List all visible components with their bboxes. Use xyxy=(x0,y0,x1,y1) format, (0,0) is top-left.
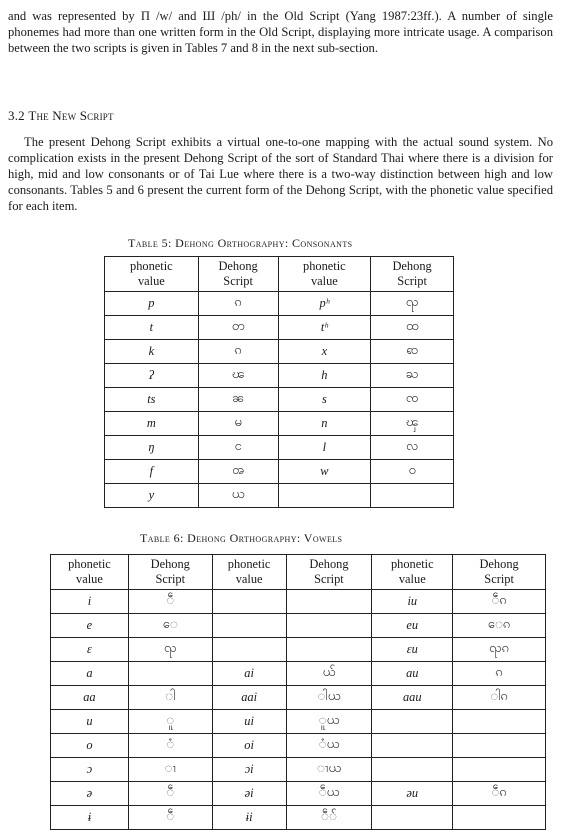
dehong-script-cell xyxy=(286,614,372,638)
phonetic-value-cell: pʰ xyxy=(278,292,371,316)
phonetic-value-cell: ə xyxy=(51,782,129,806)
dehong-script-cell xyxy=(286,638,372,662)
dehong-script-cell: ၻ xyxy=(198,460,278,484)
dehong-script-cell: ံ xyxy=(128,734,212,758)
dehong-script-cell: ူယ xyxy=(286,710,372,734)
section-paragraph: The present Dehong Script exhibits a virtual one-to-one mapping with the actual sound system. No complication exists in the present Dehong Script of the sort of Standard Thai where there is a division for high, mid and low consonants or of Tai Lue where there is a two-way distinction between high and low consonants. Tables 5 and 6 present the current form of the Dehong Script, with the phonetic value specified for each item. xyxy=(8,135,553,213)
table6-header-2: phonetic value xyxy=(212,555,286,590)
table-row xyxy=(105,484,454,508)
phonetic-value-cell xyxy=(372,710,453,734)
dehong-script-cell: ါၵ xyxy=(453,686,546,710)
phonetic-value-cell xyxy=(212,614,286,638)
phonetic-value-cell: y xyxy=(105,484,199,508)
phonetic-value-cell: l xyxy=(278,436,371,460)
table-row xyxy=(105,460,454,484)
table5-header-0: phonetic value xyxy=(105,257,199,292)
table5-header-row xyxy=(105,257,454,292)
phonetic-value-cell xyxy=(212,638,286,662)
dehong-script-cell xyxy=(453,710,546,734)
phonetic-value-cell xyxy=(372,806,453,830)
table6-header-1: Dehong Script xyxy=(128,555,212,590)
dehong-script-cell: ၼ xyxy=(198,388,278,412)
section-title: The New Script xyxy=(28,108,114,123)
dehong-script-cell: ဵ xyxy=(128,782,212,806)
phonetic-value-cell: ɔi xyxy=(212,758,286,782)
dehong-script-cell: ဵၵ xyxy=(453,590,546,614)
phonetic-value-cell: t xyxy=(105,316,199,340)
dehong-script-cell xyxy=(453,734,546,758)
phonetic-value-cell: ɨ xyxy=(51,806,129,830)
dehong-script-cell: ႀ xyxy=(371,364,454,388)
table6-header-4: phonetic value xyxy=(372,555,453,590)
phonetic-value-cell: x xyxy=(278,340,371,364)
phonetic-value-cell: n xyxy=(278,412,371,436)
dehong-script-cell: ါယ xyxy=(286,686,372,710)
table5-caption: Table 5: Dehong Orthography: Consonants xyxy=(128,236,353,250)
phonetic-value-cell: h xyxy=(278,364,371,388)
dehong-script-cell: ထ xyxy=(371,316,454,340)
phonetic-value-cell: ɨi xyxy=(212,806,286,830)
table5-consonants xyxy=(104,256,454,508)
dehong-script-cell xyxy=(453,806,546,830)
dehong-script-cell: ါ xyxy=(128,686,212,710)
phonetic-value-cell xyxy=(372,734,453,758)
dehong-script-cell: ၾ xyxy=(371,412,454,436)
table-row xyxy=(51,758,546,782)
phonetic-value-cell: m xyxy=(105,412,199,436)
phonetic-value-cell: e xyxy=(51,614,129,638)
phonetic-value-cell: əu xyxy=(372,782,453,806)
table-row xyxy=(51,734,546,758)
dehong-script-cell: ူ xyxy=(128,710,212,734)
dehong-script-cell: ၺၵ xyxy=(453,638,546,662)
dehong-script-cell xyxy=(371,484,454,508)
table-row xyxy=(51,686,546,710)
phonetic-value-cell: ɛ xyxy=(51,638,129,662)
phonetic-value-cell: i xyxy=(51,590,129,614)
table6-caption: Table 6: Dehong Orthography: Vowels xyxy=(140,531,343,545)
phonetic-value-cell: s xyxy=(278,388,371,412)
dehong-script-cell xyxy=(453,758,546,782)
table-row xyxy=(51,806,546,830)
dehong-script-cell: တ xyxy=(198,316,278,340)
phonetic-value-cell xyxy=(278,484,371,508)
phonetic-value-cell: ts xyxy=(105,388,199,412)
dehong-script-cell: ၵ xyxy=(198,292,278,316)
phonetic-value-cell xyxy=(212,590,286,614)
intro-paragraph: and was represented by Π /w/ and Ш /ph/ in the Old Script (Yang 1987:23ff.). A number of single phonemes had more than one written form in the Old Script, displaying more intricate usage. A comparison between the two scripts is given in Tables 7 and 8 in the next sub-section. xyxy=(8,9,553,55)
table-row xyxy=(105,292,454,316)
table-row xyxy=(51,662,546,686)
table6-header-0: phonetic value xyxy=(51,555,129,590)
phonetic-value-cell: k xyxy=(105,340,199,364)
phonetic-value-cell: iu xyxy=(372,590,453,614)
table5-header-2: phonetic value xyxy=(278,257,371,292)
phonetic-value-cell: əi xyxy=(212,782,286,806)
table-row xyxy=(105,364,454,388)
phonetic-value-cell: aai xyxy=(212,686,286,710)
table-row xyxy=(51,614,546,638)
dehong-script-cell: ယ xyxy=(198,484,278,508)
dehong-script-cell: ယ် xyxy=(286,662,372,686)
table5-header-1: Dehong Script xyxy=(198,257,278,292)
table-row xyxy=(105,388,454,412)
phonetic-value-cell xyxy=(372,758,453,782)
table5-header-3: Dehong Script xyxy=(371,257,454,292)
dehong-script-cell: ဵ xyxy=(128,590,212,614)
dehong-script-cell xyxy=(128,662,212,686)
dehong-script-cell: ံယ xyxy=(286,734,372,758)
phonetic-value-cell: p xyxy=(105,292,199,316)
phonetic-value-cell: ŋ xyxy=(105,436,199,460)
dehong-script-cell: ဵ် xyxy=(286,806,372,830)
dehong-script-cell: ၸ xyxy=(371,388,454,412)
phonetic-value-cell: ɔ xyxy=(51,758,129,782)
table-row xyxy=(105,316,454,340)
dehong-script-cell: ဵၵ xyxy=(453,782,546,806)
dehong-script-cell xyxy=(286,590,372,614)
dehong-script-cell: ၺ xyxy=(371,292,454,316)
phonetic-value-cell: u xyxy=(51,710,129,734)
dehong-script-cell: ၢယ xyxy=(286,758,372,782)
table6-vowels xyxy=(50,554,546,830)
phonetic-value-cell: ai xyxy=(212,662,286,686)
section-number: 3.2 xyxy=(8,108,25,123)
dehong-script-cell: ဝ xyxy=(371,460,454,484)
dehong-script-cell: ၵ xyxy=(453,662,546,686)
dehong-script-cell: ေ xyxy=(128,614,212,638)
phonetic-value-cell: ɛu xyxy=(372,638,453,662)
dehong-script-cell: လ xyxy=(371,436,454,460)
table-row xyxy=(105,436,454,460)
dehong-script-cell: ၵ xyxy=(198,340,278,364)
dehong-script-cell: ဵ xyxy=(128,806,212,830)
phonetic-value-cell: aa xyxy=(51,686,129,710)
section-heading xyxy=(8,108,114,124)
table-row xyxy=(51,710,546,734)
dehong-script-cell: ၺ xyxy=(128,638,212,662)
table-row xyxy=(105,412,454,436)
phonetic-value-cell: eu xyxy=(372,614,453,638)
dehong-script-cell: ၽ xyxy=(198,364,278,388)
table-row xyxy=(51,590,546,614)
table-row xyxy=(105,340,454,364)
table6-header-3: Dehong Script xyxy=(286,555,372,590)
phonetic-value-cell: aau xyxy=(372,686,453,710)
phonetic-value-cell: a xyxy=(51,662,129,686)
phonetic-value-cell: ui xyxy=(212,710,286,734)
dehong-script-cell: ဵယ xyxy=(286,782,372,806)
phonetic-value-cell: w xyxy=(278,460,371,484)
dehong-script-cell: ေၵ xyxy=(453,614,546,638)
dehong-script-cell: ၹ xyxy=(371,340,454,364)
table6-header-row xyxy=(51,555,546,590)
phonetic-value-cell: f xyxy=(105,460,199,484)
table6-header-5: Dehong Script xyxy=(453,555,546,590)
table-row xyxy=(51,638,546,662)
table-row xyxy=(51,782,546,806)
dehong-script-cell: ၢ xyxy=(128,758,212,782)
dehong-script-cell: မ xyxy=(198,412,278,436)
phonetic-value-cell: au xyxy=(372,662,453,686)
phonetic-value-cell: ʔ xyxy=(105,364,199,388)
dehong-script-cell: င xyxy=(198,436,278,460)
phonetic-value-cell: o xyxy=(51,734,129,758)
phonetic-value-cell: tʰ xyxy=(278,316,371,340)
phonetic-value-cell: oi xyxy=(212,734,286,758)
